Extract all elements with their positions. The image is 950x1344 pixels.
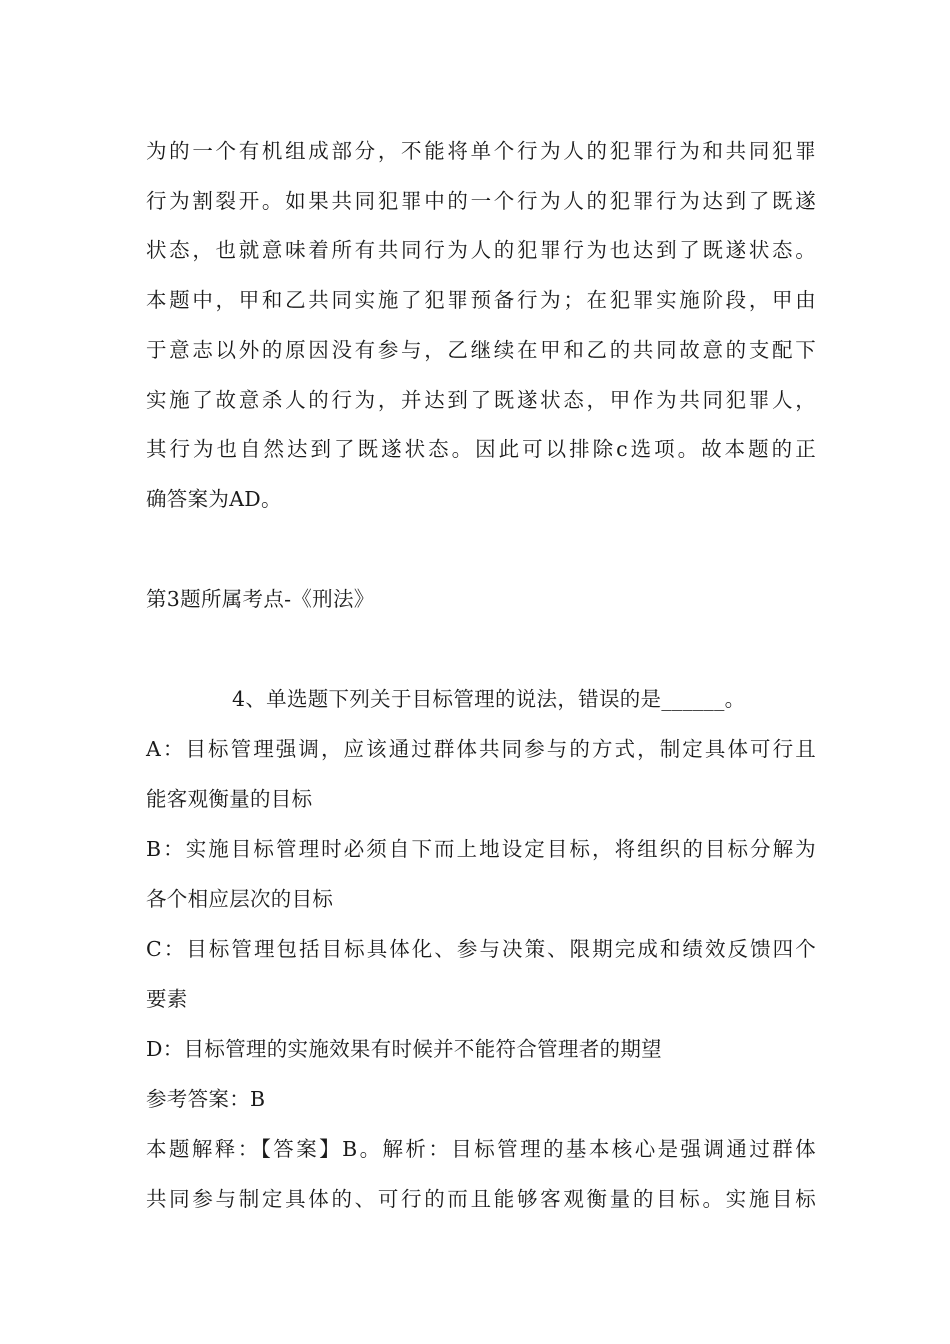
option-c: C：目标管理包括目标具体化、参与决策、限期完成和绩效反馈四个	[146, 937, 816, 961]
analysis-line: 共同参与制定具体的、可行的而且能够客观衡量的目标。实施目标	[146, 1187, 816, 1211]
reference-answer: 参考答案：B	[146, 1087, 266, 1111]
q3-topic: 第3题所属考点-《刑法》	[146, 587, 375, 611]
explanation-line: 确答案为AD。	[146, 487, 282, 511]
option-a-cont: 能客观衡量的目标	[146, 787, 313, 811]
option-b-cont: 各个相应层次的目标	[146, 887, 334, 911]
option-a: A：目标管理强调，应该通过群体共同参与的方式，制定具体可行且	[146, 737, 816, 761]
analysis-line: 本题解释：【答案】B。解析：目标管理的基本核心是强调通过群体	[146, 1137, 816, 1161]
option-c-cont: 要素	[146, 987, 188, 1011]
explanation-line: 于意志以外的原因没有参与，乙继续在甲和乙的共同故意的支配下	[146, 338, 816, 362]
explanation-line: 为的一个有机组成部分，不能将单个行为人的犯罪行为和共同犯罪	[146, 139, 816, 163]
question-stem: 4、单选题下列关于目标管理的说法，错误的是______。	[232, 687, 746, 711]
explanation-line: 行为割裂开。如果共同犯罪中的一个行为人的犯罪行为达到了既遂	[146, 189, 816, 213]
option-d: D：目标管理的实施效果有时候并不能符合管理者的期望	[146, 1037, 662, 1061]
explanation-line: 状态，也就意味着所有共同行为人的犯罪行为也达到了既遂状态。	[146, 238, 816, 262]
explanation-line: 本题中，甲和乙共同实施了犯罪预备行为；在犯罪实施阶段，甲由	[146, 288, 816, 312]
explanation-line: 实施了故意杀人的行为，并达到了既遂状态，甲作为共同犯罪人，	[146, 388, 816, 412]
option-b: B：实施目标管理时必须自下而上地设定目标，将组织的目标分解为	[146, 837, 816, 861]
explanation-line: 其行为也自然达到了既遂状态。因此可以排除c选项。故本题的正	[146, 437, 816, 461]
